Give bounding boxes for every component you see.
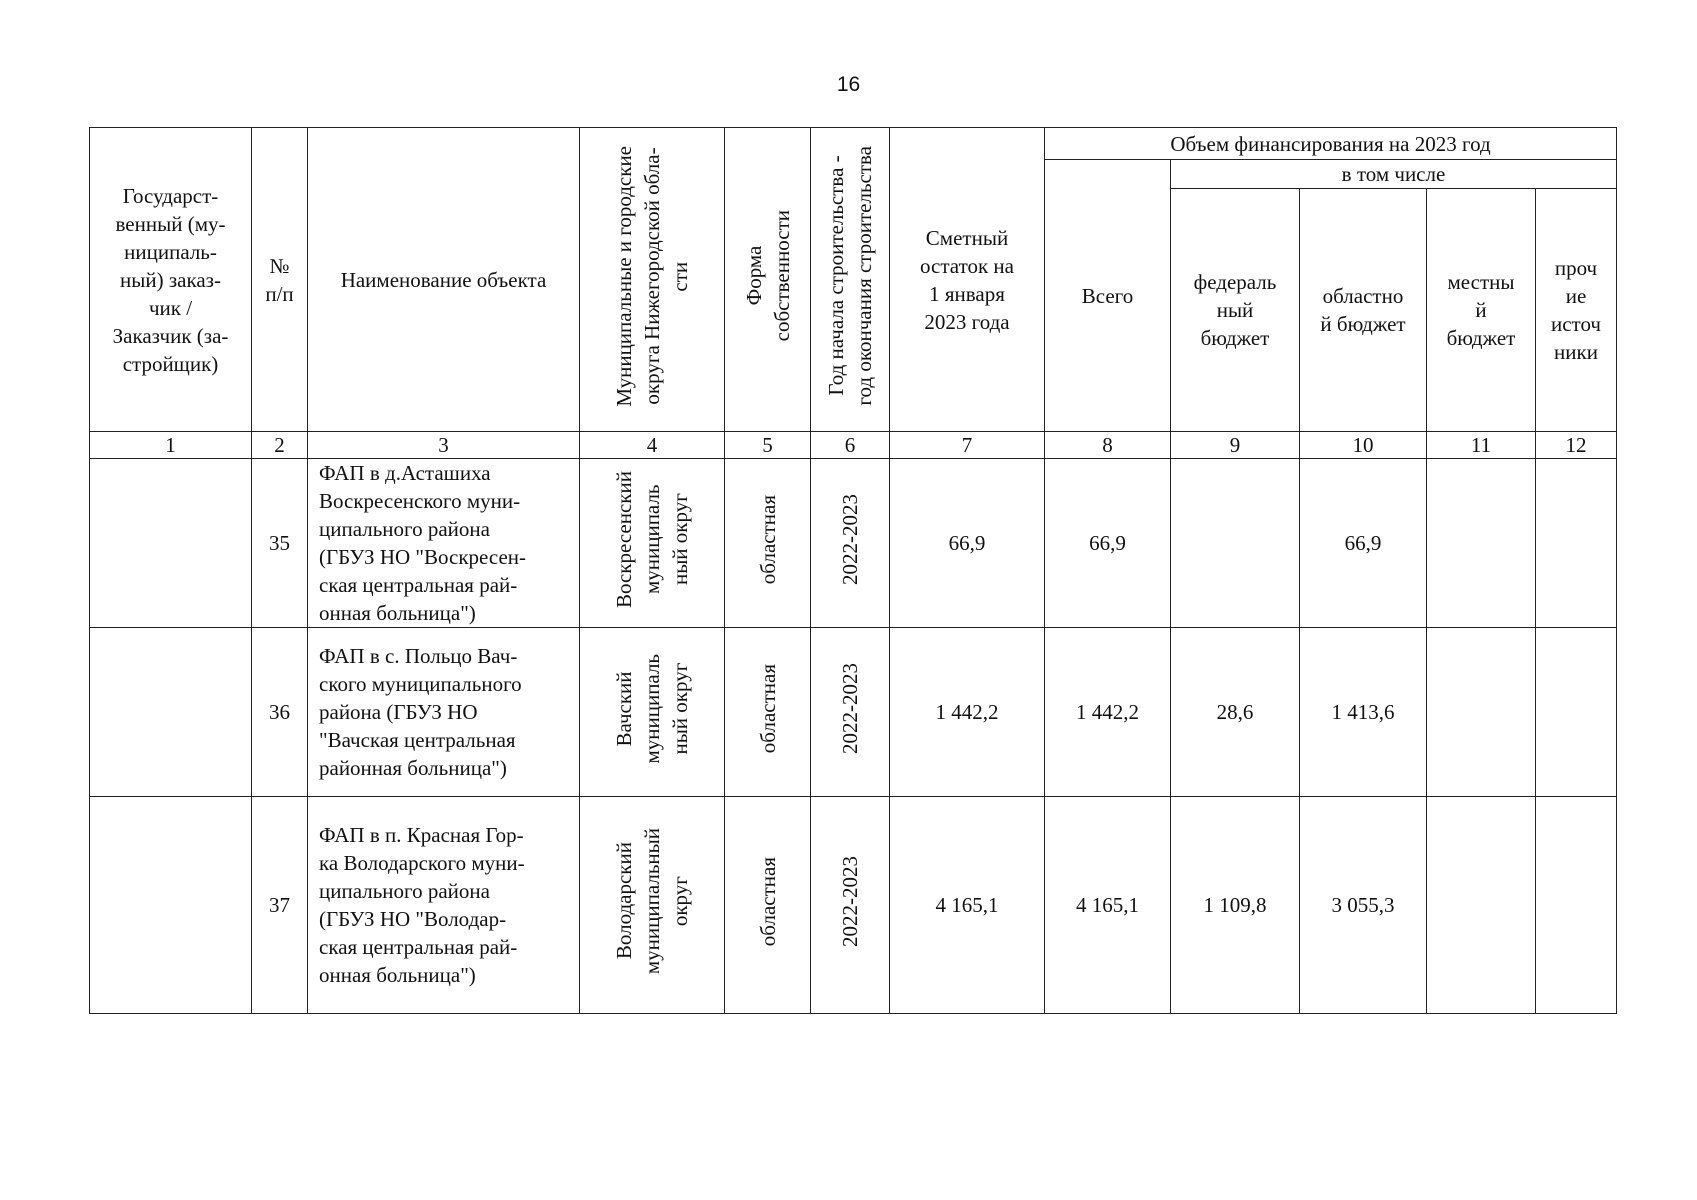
header-local: местны й бюджет bbox=[1427, 189, 1536, 432]
cell-federal: 1 109,8 bbox=[1171, 797, 1300, 1014]
cell-balance: 66,9 bbox=[890, 459, 1045, 628]
cell-ownership: областная bbox=[725, 459, 811, 628]
header-object-name: Наименование объекта bbox=[308, 128, 580, 432]
cell-municipality: Володарский муниципальный округ bbox=[580, 797, 725, 1014]
header-including: в том числе bbox=[1171, 160, 1617, 189]
column-number: 10 bbox=[1300, 432, 1427, 459]
header-number: № п/п bbox=[252, 128, 308, 432]
cell-municipality: Вачский муниципаль ный округ bbox=[580, 628, 725, 797]
cell-customer bbox=[90, 628, 252, 797]
column-number: 9 bbox=[1171, 432, 1300, 459]
cell-total: 66,9 bbox=[1045, 459, 1171, 628]
cell-years: 2022-2023 bbox=[811, 628, 890, 797]
header-federal: федераль ный бюджет bbox=[1171, 189, 1300, 432]
cell-federal bbox=[1171, 459, 1300, 628]
header-years: Год начала строительства - год окончания строительства bbox=[811, 128, 890, 432]
cell-municipality: Воскресенский муниципаль ный округ bbox=[580, 459, 725, 628]
cell-object-name: ФАП в д.Асташиха Воскресенского муни- ципального района (ГБУЗ НО "Воскресен- ская центральная рай- онная больница") bbox=[308, 459, 580, 628]
cell-other bbox=[1536, 628, 1617, 797]
column-number: 7 bbox=[890, 432, 1045, 459]
column-number: 11 bbox=[1427, 432, 1536, 459]
cell-other bbox=[1536, 459, 1617, 628]
column-number: 8 bbox=[1045, 432, 1171, 459]
cell-other bbox=[1536, 797, 1617, 1014]
column-number: 1 bbox=[90, 432, 252, 459]
column-number: 4 bbox=[580, 432, 725, 459]
cell-object-name: ФАП в п. Красная Гор- ка Володарского муни- ципального района (ГБУЗ НО "Володар- ская центральная рай- онная больница") bbox=[308, 797, 580, 1014]
cell-total: 1 442,2 bbox=[1045, 628, 1171, 797]
cell-number: 35 bbox=[252, 459, 308, 628]
cell-regional: 66,9 bbox=[1300, 459, 1427, 628]
header-funding-group: Объем финансирования на 2023 год bbox=[1045, 128, 1617, 160]
column-number: 6 bbox=[811, 432, 890, 459]
table-row bbox=[90, 459, 1617, 628]
cell-local bbox=[1427, 628, 1536, 797]
column-number: 5 bbox=[725, 432, 811, 459]
financing-table bbox=[89, 127, 1617, 1014]
cell-local bbox=[1427, 797, 1536, 1014]
table-row bbox=[90, 797, 1617, 1014]
cell-regional: 1 413,6 bbox=[1300, 628, 1427, 797]
cell-federal: 28,6 bbox=[1171, 628, 1300, 797]
header-customer bbox=[90, 128, 252, 432]
column-number: 12 bbox=[1536, 432, 1617, 459]
cell-ownership: областная bbox=[725, 797, 811, 1014]
cell-years: 2022-2023 bbox=[811, 797, 890, 1014]
cell-ownership: областная bbox=[725, 628, 811, 797]
cell-customer bbox=[90, 797, 252, 1014]
cell-local bbox=[1427, 459, 1536, 628]
header-other: проч ие источ ники bbox=[1536, 189, 1617, 432]
cell-total: 4 165,1 bbox=[1045, 797, 1171, 1014]
table-row bbox=[90, 628, 1617, 797]
header-municipality: Муниципальные и городские округа Нижегородской обла- сти bbox=[580, 128, 725, 432]
header-total: Всего bbox=[1045, 160, 1171, 432]
header-balance: Сметный остаток на 1 января 2023 года bbox=[890, 128, 1045, 432]
cell-object-name: ФАП в с. Польцо Вач- ского муниципального района (ГБУЗ НО "Вачская центральная районная больница") bbox=[308, 628, 580, 797]
column-number: 3 bbox=[308, 432, 580, 459]
cell-number: 36 bbox=[252, 628, 308, 797]
cell-customer bbox=[90, 459, 252, 628]
header-customer-text: Государст- венный (му- ниципаль- ный) заказ- чик / Заказчик (за- стройщик) bbox=[112, 183, 229, 376]
page-number: 16 bbox=[836, 73, 861, 96]
header-regional: областно й бюджет bbox=[1300, 189, 1427, 432]
cell-balance: 4 165,1 bbox=[890, 797, 1045, 1014]
cell-regional: 3 055,3 bbox=[1300, 797, 1427, 1014]
cell-number: 37 bbox=[252, 797, 308, 1014]
cell-balance: 1 442,2 bbox=[890, 628, 1045, 797]
column-number-row bbox=[90, 432, 1617, 459]
column-number: 2 bbox=[252, 432, 308, 459]
header-ownership: Форма собственности bbox=[725, 128, 811, 432]
cell-years: 2022-2023 bbox=[811, 459, 890, 628]
